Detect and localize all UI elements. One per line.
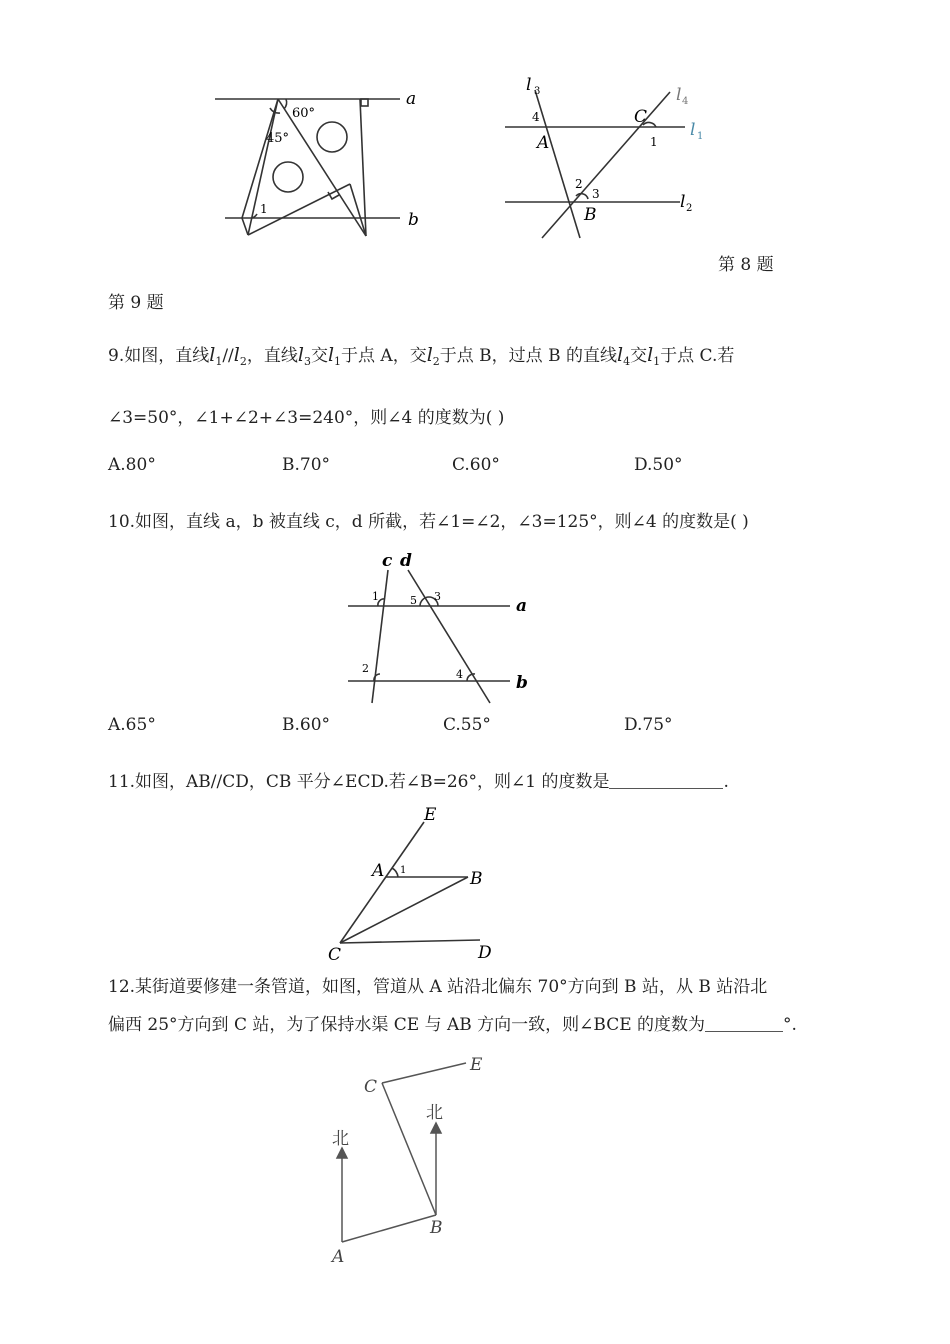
q10-option-a[interactable]: A.65°	[108, 715, 156, 735]
q12-end: °.	[783, 1015, 797, 1035]
q9-text-7: 于点 C.若	[660, 346, 735, 366]
angle-1-label: 1	[260, 202, 268, 216]
q9-text-3: 交	[310, 346, 328, 366]
label-l3-sub: 3	[534, 86, 541, 97]
q11-end: .	[723, 772, 729, 792]
q9-l: l	[616, 344, 624, 366]
figure-q12	[320, 1050, 520, 1270]
label-l3: l	[526, 75, 532, 95]
q9-text-5: 于点 B，过点 B 的直线	[439, 346, 617, 366]
point-b-q11: B	[470, 869, 483, 889]
q9-text-1: 9.如图，直线	[108, 346, 210, 366]
angle-1-q11: 1	[400, 865, 407, 876]
q9-parallel: //	[222, 346, 234, 366]
q10-option-c[interactable]: C.55°	[443, 715, 491, 735]
point-a-q11: A	[372, 861, 385, 881]
angle-2-label: 2	[575, 177, 583, 191]
north-label-b: 北	[426, 1103, 443, 1123]
caption-fig9: 第 9 题	[108, 293, 164, 313]
point-c-q12: C	[364, 1077, 378, 1097]
angle-60-label: 60°	[292, 106, 316, 121]
q9-text-6: 交	[630, 346, 648, 366]
angle-4-label: 4	[532, 110, 540, 124]
q10-text: 10.如图，直线 a，b 被直线 c，d 所截，若∠1=∠2，∠3=125°，则∠4 的度数是( )	[108, 512, 749, 532]
q9-option-b[interactable]: B.70°	[282, 455, 331, 475]
figure-q10	[340, 548, 540, 708]
angle-5-q10: 5	[410, 594, 417, 607]
q9-sub: 1	[215, 355, 223, 368]
q12-answer-blank[interactable]	[705, 1015, 783, 1032]
q12-text: 偏西 25°方向到 C 站，为了保持水渠 CE 与 AB 方向一致，则∠BCE 的度数为	[108, 1015, 706, 1035]
q10-option-d[interactable]: D.75°	[624, 715, 673, 735]
q9-l: l	[233, 344, 240, 366]
label-l4-sub: 4	[682, 96, 689, 107]
q9-line2: ∠3=50°，∠1+∠2+∠3=240°，则∠4 的度数为( )	[108, 408, 505, 428]
q10-option-b[interactable]: B.60°	[282, 715, 331, 735]
q9-l: l	[327, 344, 335, 366]
point-d-q11: D	[478, 943, 492, 963]
angle-4-q10: 4	[456, 668, 463, 681]
line-c-label: c	[382, 551, 393, 571]
q9-l: l	[426, 344, 433, 366]
q12-line2	[108, 1010, 797, 1035]
point-a-label: A	[537, 133, 550, 153]
label-l4: l	[676, 85, 682, 105]
q9-text-2: ，直线	[246, 346, 298, 366]
angle-1-label-right: 1	[650, 135, 658, 149]
line-a-label: a	[406, 89, 417, 109]
point-a-q12: A	[332, 1247, 345, 1267]
figure-set-square	[200, 80, 440, 250]
angle-1-q10: 1	[372, 590, 379, 603]
q9-l: l	[209, 344, 216, 366]
line-b-label-q10: b	[516, 673, 528, 693]
point-c-label: C	[634, 107, 648, 127]
point-b-q12: B	[430, 1218, 443, 1238]
q12-line1: 12.某街道要修建一条管道，如图，管道从 A 站沿北偏东 70°方向到 B 站，从 B 站沿北	[108, 977, 768, 997]
q11-text: 11.如图，AB//CD，CB 平分∠ECD.若∠B=26°，则∠1 的度数是	[108, 772, 610, 792]
label-l1-sub: 1	[697, 131, 704, 142]
q11-line	[108, 767, 729, 792]
angle-45-label: 45°	[266, 131, 290, 146]
q9-sub: 4	[623, 355, 631, 368]
q9-sub: 2	[239, 355, 247, 368]
figure-parallel-lines	[500, 70, 720, 250]
q9-line1	[108, 341, 734, 368]
label-l2: l	[680, 192, 686, 212]
q9-sub: 1	[653, 355, 661, 368]
q9-option-d[interactable]: D.50°	[634, 455, 683, 475]
point-b-label: B	[584, 205, 597, 225]
angle-2-q10: 2	[362, 662, 369, 675]
line-d-label: d	[400, 551, 412, 571]
angle-3-q10: 3	[434, 590, 441, 603]
label-l1: l	[690, 120, 696, 140]
north-label-a: 北	[332, 1129, 349, 1149]
point-e-q11: E	[424, 805, 437, 825]
q9-option-a[interactable]: A.80°	[108, 455, 156, 475]
angle-3-label: 3	[592, 187, 600, 201]
q9-option-c[interactable]: C.60°	[452, 455, 500, 475]
q9-l: l	[297, 344, 304, 366]
label-l2-sub: 2	[686, 203, 693, 214]
figure-q11	[320, 800, 520, 965]
point-c-q11: C	[328, 945, 342, 965]
q9-sub: 3	[303, 355, 311, 368]
caption-fig8: 第 8 题	[718, 255, 774, 275]
q9-sub: 1	[334, 355, 342, 368]
q9-sub: 2	[432, 355, 440, 368]
q11-answer-blank[interactable]	[609, 772, 723, 789]
point-e-q12: E	[470, 1055, 483, 1075]
line-b-label: b	[408, 210, 419, 230]
line-a-label-q10: a	[516, 596, 528, 616]
q9-l: l	[647, 344, 654, 366]
q9-text-4: 于点 A，交	[341, 346, 427, 366]
